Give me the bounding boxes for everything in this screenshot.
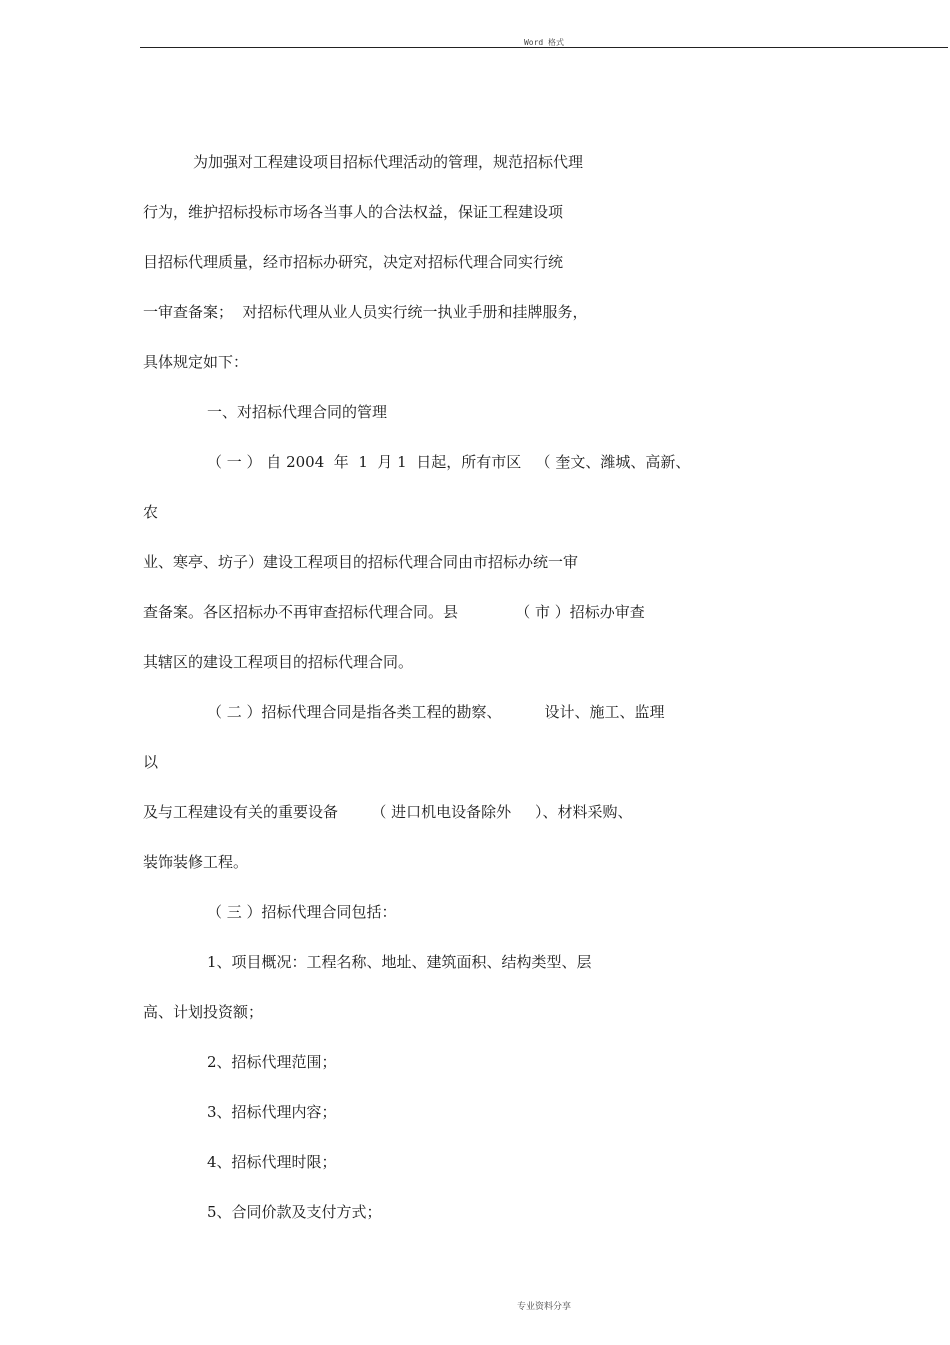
paragraph-line: 其辖区的建设工程项目的招标代理合同。 xyxy=(143,653,414,671)
list-item: 2、招标代理范围； xyxy=(207,1053,337,1071)
section-heading: 一、对招标代理合同的管理 xyxy=(207,403,388,421)
paragraph-line: （ 二 ）招标代理合同是指各类工程的勘察、 设计、施工、监理 xyxy=(207,703,665,721)
paragraph-line: 高、计划投资额； xyxy=(143,1003,264,1021)
paragraph-line: 一审查备案； 对招标代理从业人员实行统一执业手册和挂牌服务， xyxy=(143,303,588,321)
paragraph-line: 为加强对工程建设项目招标代理活动的管理，规范招标代理 xyxy=(193,153,584,171)
paragraph-line: 以 xyxy=(143,753,159,771)
paragraph-line: 行为，维护招标投标市场各当事人的合法权益，保证工程建设项 xyxy=(143,203,564,221)
paragraph-line: 业、寒亭、坊子）建设工程项目的招标代理合同由市招标办统一审 xyxy=(143,553,579,571)
paragraph-line: 目招标代理质量，经市招标办研究，决定对招标代理合同实行统 xyxy=(143,253,564,271)
paragraph-line: 查备案。各区招标办不再审查招标代理合同。县 （ 市 ）招标办审查 xyxy=(143,603,645,621)
paragraph-line: 具体规定如下： xyxy=(143,353,249,371)
paragraph-line: 装饰装修工程。 xyxy=(143,853,249,871)
list-item: 1、项目概况：工程名称、地址、建筑面积、结构类型、层 xyxy=(207,953,592,971)
header-label: Word 格式 xyxy=(523,38,565,47)
list-item: 4、招标代理时限； xyxy=(207,1153,337,1171)
paragraph-line: 农 xyxy=(143,503,159,521)
paragraph-line: 及与工程建设有关的重要设备 （ 进口机电设备除外 ）、材料采购、 xyxy=(143,803,633,821)
footer-label: 专业资料分享 xyxy=(516,1302,571,1312)
list-item: 3、招标代理内容； xyxy=(207,1103,337,1121)
paragraph-line: （ 一 ） 自 2004 年 1 月 1 日起，所有市区 （ 奎文、潍城、高新、 xyxy=(207,453,691,471)
paragraph-line: （ 三 ）招标代理合同包括： xyxy=(207,903,397,921)
list-item: 5、合同价款及支付方式； xyxy=(207,1203,382,1221)
